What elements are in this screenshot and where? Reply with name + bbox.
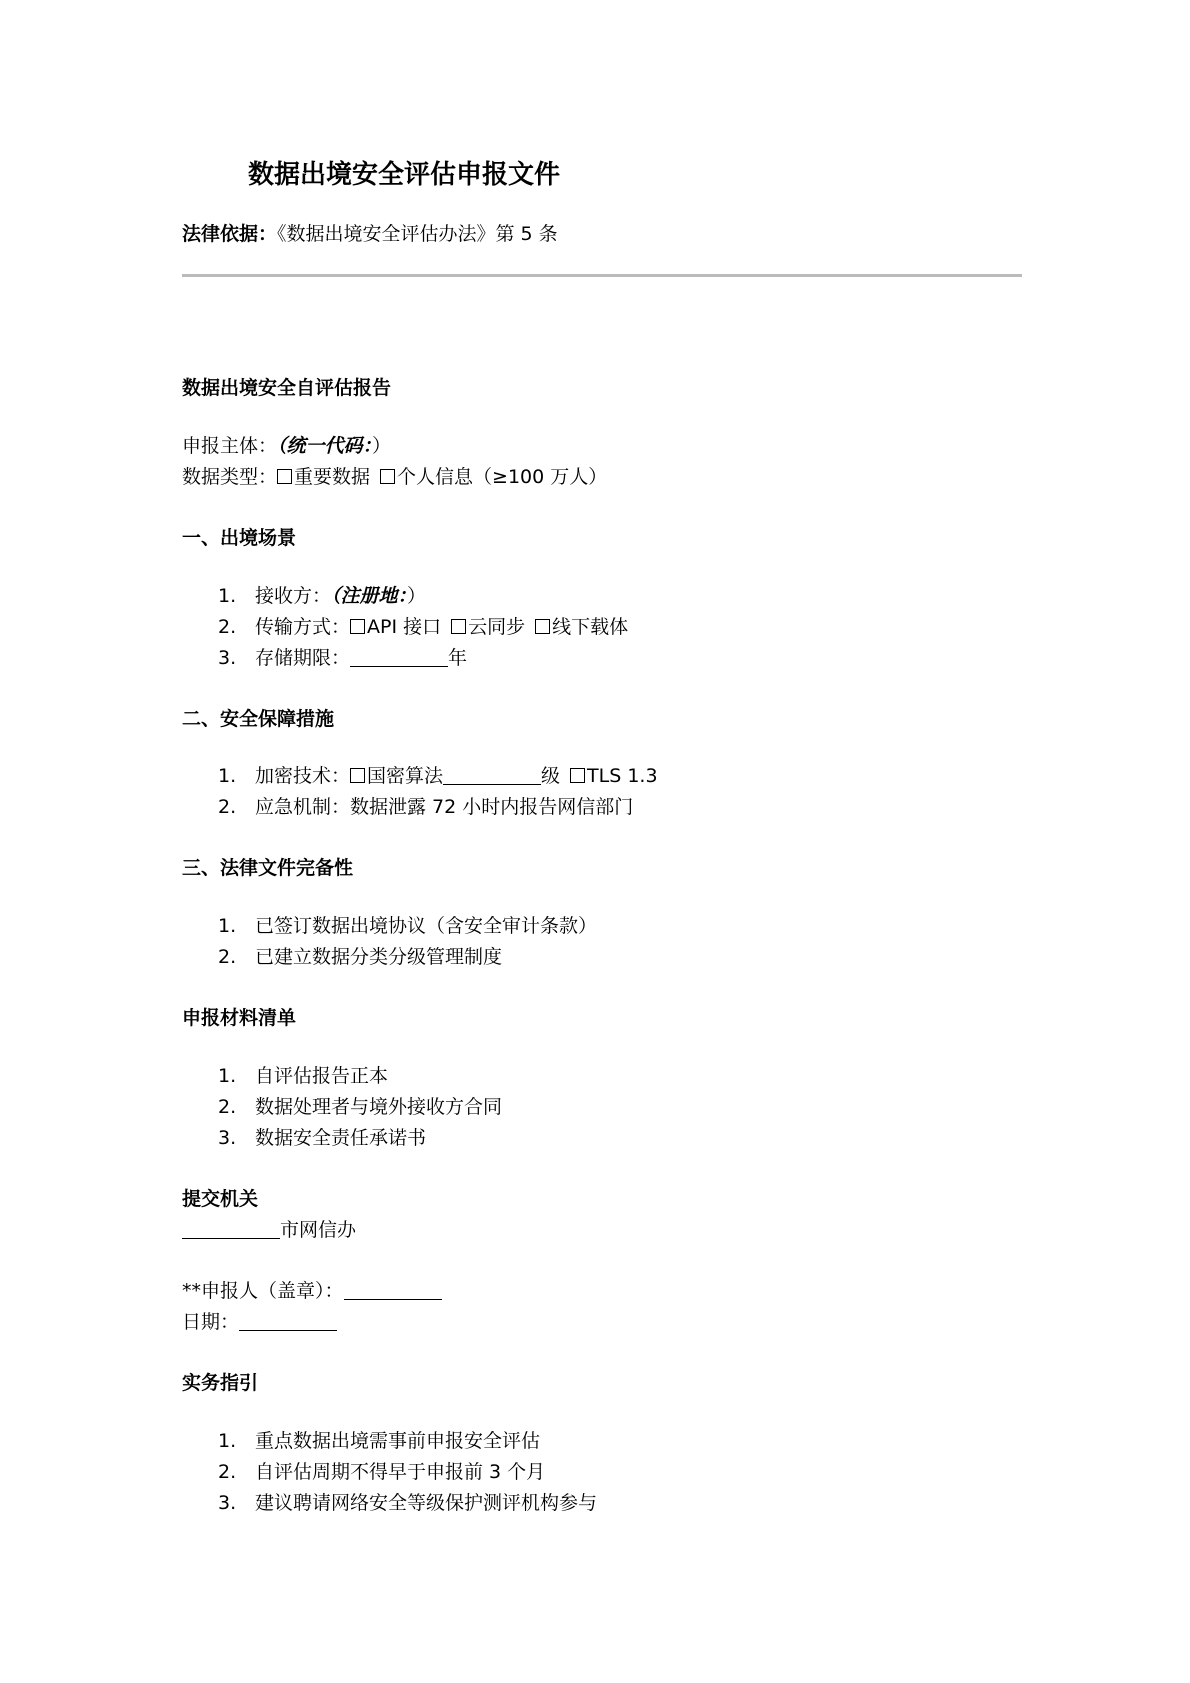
list-number: 1. xyxy=(218,1430,237,1452)
storage-period-blank[interactable] xyxy=(350,646,448,667)
list-item xyxy=(218,1092,502,1119)
option-cloud-sync: 云同步 xyxy=(468,616,526,638)
authority-line xyxy=(182,1215,356,1242)
list-item xyxy=(218,911,597,938)
applicant-line xyxy=(182,431,391,458)
list-number: 3. xyxy=(218,1492,237,1514)
checkbox-cloud-sync[interactable] xyxy=(451,619,466,634)
storage-period-unit: 年 xyxy=(448,647,468,669)
list-number: 2. xyxy=(218,1461,237,1483)
algorithm-level-blank[interactable] xyxy=(443,764,541,785)
list-item-text: 重点数据出境需事前申报安全评估 xyxy=(255,1430,541,1452)
applicant-close: ） xyxy=(372,435,392,457)
horizontal-divider xyxy=(182,274,1022,277)
list-item xyxy=(218,1488,597,1515)
data-type-option-1: 重要数据 xyxy=(294,466,371,488)
list-number: 3. xyxy=(218,1127,237,1149)
data-type-line xyxy=(182,462,607,489)
list-number: 1. xyxy=(218,915,237,937)
option-sm-algorithm: 国密算法 xyxy=(367,765,444,787)
option-tls: TLS 1.3 xyxy=(587,765,658,787)
transfer-method-label: 传输方式： xyxy=(255,616,351,638)
list-number: 1. xyxy=(218,1065,237,1087)
data-type-option-2: 个人信息（≥100 万人） xyxy=(397,466,608,488)
authority-city-blank[interactable] xyxy=(182,1218,280,1239)
list-item xyxy=(218,792,633,819)
authority-suffix: 市网信办 xyxy=(280,1219,357,1241)
document-title: 数据出境安全评估申报文件 xyxy=(248,160,561,190)
checkbox-tls[interactable] xyxy=(570,768,585,783)
storage-period-label: 存储期限： xyxy=(255,647,351,669)
list-item-text: 自评估周期不得早于申报前 3 个月 xyxy=(255,1461,546,1483)
checkbox-sm-algorithm[interactable] xyxy=(350,768,365,783)
list-item xyxy=(218,612,628,639)
checkbox-important-data[interactable] xyxy=(277,469,292,484)
legal-basis xyxy=(182,219,558,246)
list-item-text: 自评估报告正本 xyxy=(255,1065,389,1087)
level-suffix: 级 xyxy=(541,765,561,787)
receiver-label: 接收方： xyxy=(255,585,332,607)
list-number: 2. xyxy=(218,796,237,818)
list-number: 3. xyxy=(218,647,237,669)
list-number: 1. xyxy=(218,585,237,607)
document-page xyxy=(182,0,1022,1683)
section-heading-authority: 提交机关 xyxy=(182,1188,259,1210)
encryption-label: 加密技术： xyxy=(255,765,351,787)
list-item-text: 数据处理者与境外接收方合同 xyxy=(255,1096,503,1118)
list-item-text: 数据安全责任承诺书 xyxy=(255,1127,427,1149)
section-heading-materials: 申报材料清单 xyxy=(182,1007,297,1029)
list-item xyxy=(218,643,467,670)
section-heading-scenario: 一、出境场景 xyxy=(182,527,297,549)
checkbox-offline-media[interactable] xyxy=(535,619,550,634)
list-number: 1. xyxy=(218,765,237,787)
list-item xyxy=(218,761,658,788)
date-blank[interactable] xyxy=(239,1310,337,1331)
list-item-text: 已签订数据出境协议（含安全审计条款） xyxy=(255,915,598,937)
legal-basis-label: 法律依据： xyxy=(182,223,278,245)
list-item-text: 建议聘请网络安全等级保护测评机构参与 xyxy=(255,1492,598,1514)
list-item xyxy=(218,1426,540,1453)
registration-label: （注册地： xyxy=(331,585,408,607)
signature-line xyxy=(182,1276,442,1303)
report-title: 数据出境安全自评估报告 xyxy=(182,377,392,399)
signature-blank[interactable] xyxy=(344,1279,442,1300)
list-item xyxy=(218,581,426,608)
data-type-label: 数据类型： xyxy=(182,466,278,488)
signature-label: **申报人（盖章）： xyxy=(182,1280,344,1302)
date-line xyxy=(182,1307,337,1334)
legal-basis-text: 《数据出境安全评估办法》第 5 条 xyxy=(277,223,558,245)
applicant-code-label: （统一代码： xyxy=(277,435,373,457)
list-item xyxy=(218,1123,426,1150)
checkbox-personal-info[interactable] xyxy=(380,469,395,484)
list-item xyxy=(218,1457,545,1484)
option-api: API 接口 xyxy=(367,616,442,638)
list-number: 2. xyxy=(218,1096,237,1118)
list-item-text: 已建立数据分类分级管理制度 xyxy=(255,946,503,968)
list-item xyxy=(218,1061,388,1088)
applicant-label: 申报主体： xyxy=(182,435,278,457)
option-offline-media: 线下载体 xyxy=(552,616,629,638)
list-number: 2. xyxy=(218,946,237,968)
section-heading-security: 二、安全保障措施 xyxy=(182,708,335,730)
list-number: 2. xyxy=(218,616,237,638)
section-heading-legal-docs: 三、法律文件完备性 xyxy=(182,857,354,879)
registration-close: ） xyxy=(407,585,427,607)
checkbox-api[interactable] xyxy=(350,619,365,634)
section-heading-guide: 实务指引 xyxy=(182,1372,259,1394)
date-label: 日期： xyxy=(182,1311,240,1333)
list-item-text: 应急机制：数据泄露 72 小时内报告网信部门 xyxy=(255,796,634,818)
list-item xyxy=(218,942,502,969)
